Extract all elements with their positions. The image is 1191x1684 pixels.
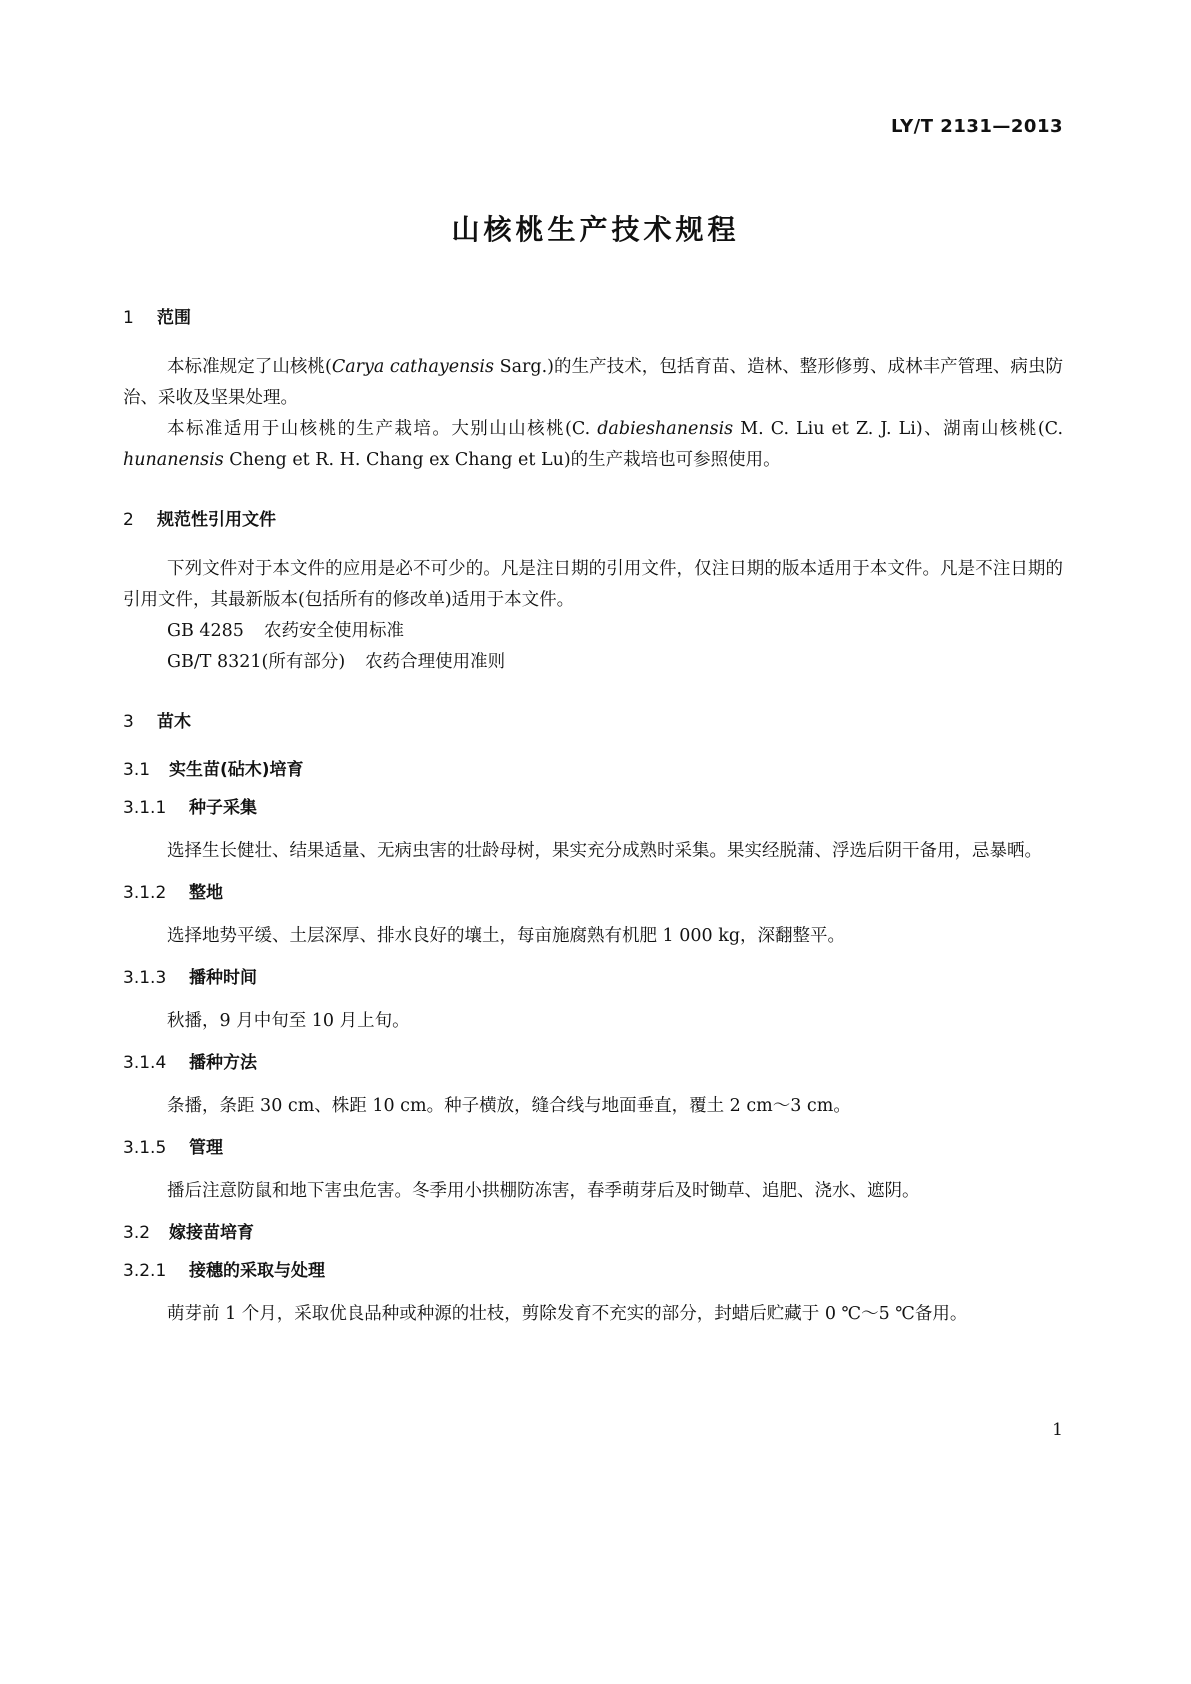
reference-item bbox=[123, 647, 1063, 678]
latin-name: dabieshanensis bbox=[597, 419, 734, 439]
section-title: 嫁接苗培育 bbox=[169, 1223, 254, 1243]
section-title: 管理 bbox=[189, 1138, 223, 1158]
section-title: 规范性引用文件 bbox=[157, 510, 276, 530]
clause-heading bbox=[123, 794, 1063, 822]
section-number: 3.2 bbox=[123, 1223, 151, 1243]
paragraph: 条播，条距 30 cm、株距 10 cm。种子横放，缝合线与地面垂直，覆土 2 cm～3 cm。 bbox=[167, 1096, 851, 1116]
paragraph: 下列文件对于本文件的应用是必不可少的。凡是注日期的引用文件，仅注日期的版本适用于本文件。凡是不注日期的引用文件，其最新版本(包括所有的修改单)适用于本文件。 bbox=[123, 559, 1063, 610]
section-heading-3 bbox=[123, 708, 1063, 736]
section-number: 3 bbox=[123, 712, 134, 732]
reference-name: 农药安全使用标准 bbox=[263, 621, 404, 641]
paragraph: 萌芽前 1 个月，采取优良品种或种源的壮枝，剪除发育不充实的部分，封蜡后贮藏于 0 ℃～5 ℃备用。 bbox=[167, 1304, 968, 1324]
reference-item bbox=[123, 616, 1063, 647]
section-title: 种子采集 bbox=[189, 798, 257, 818]
section-title: 实生苗(砧木)培育 bbox=[169, 760, 304, 780]
paragraph: 选择地势平缓、土层深厚、排水良好的壤土，每亩施腐熟有机肥 1 000 kg，深翻整平。 bbox=[167, 926, 846, 946]
reference-name: 农药合理使用准则 bbox=[365, 652, 506, 672]
page-number: 1 bbox=[1052, 1420, 1063, 1440]
section-number: 3.1.1 bbox=[123, 798, 167, 818]
latin-name: hunanensis bbox=[123, 450, 224, 470]
section-number: 3.1.5 bbox=[123, 1138, 167, 1158]
section-title: 播种时间 bbox=[189, 968, 257, 988]
section-number: 3.1.2 bbox=[123, 883, 167, 903]
section-title: 播种方法 bbox=[189, 1053, 257, 1073]
section-number: 3.1.4 bbox=[123, 1053, 167, 1073]
latin-name: Carya cathayensis bbox=[331, 357, 494, 377]
reference-code: GB/T 8321(所有部分) bbox=[167, 652, 346, 672]
standard-code: LY/T 2131—2013 bbox=[890, 116, 1063, 137]
section-title: 整地 bbox=[189, 883, 223, 903]
clause-heading bbox=[123, 964, 1063, 992]
section-heading-1 bbox=[123, 304, 1063, 332]
reference-code: GB 4285 bbox=[167, 621, 244, 641]
paragraph: 本标准适用于山核桃的生产栽培。大别山山核桃(C. dabieshanensis M. C. Liu et Z. J. Li)、湖南山核桃(C. hunanensis Cheng et R. H. Chang ex Chang et Lu)的生产栽培也可参照使用。 bbox=[123, 419, 1064, 470]
paragraph: 本标准规定了山核桃(Carya cathayensis Sarg.)的生产技术，包括育苗、造林、整形修剪、成林丰产管理、病虫防治、采收及坚果处理。 bbox=[123, 357, 1063, 408]
clause-heading bbox=[123, 1049, 1063, 1077]
subsection-heading bbox=[123, 1219, 1063, 1247]
paragraph: 播后注意防鼠和地下害虫危害。冬季用小拱棚防冻害，春季萌芽后及时锄草、追肥、浇水、遮阴。 bbox=[167, 1181, 920, 1201]
section-number: 3.1.3 bbox=[123, 968, 167, 988]
paragraph: 选择生长健壮、结果适量、无病虫害的壮龄母树，果实充分成熟时采集。果实经脱蒲、浮选后阴干备用，忌暴晒。 bbox=[167, 841, 1042, 861]
clause-heading bbox=[123, 1257, 1063, 1285]
paragraph: 秋播，9 月中旬至 10 月上旬。 bbox=[167, 1011, 410, 1031]
section-title: 苗木 bbox=[157, 712, 191, 732]
section-title: 范围 bbox=[157, 308, 191, 328]
subsection-heading bbox=[123, 756, 1063, 784]
section-number: 1 bbox=[123, 308, 134, 328]
section-number: 3.2.1 bbox=[123, 1261, 167, 1281]
clause-heading bbox=[123, 1134, 1063, 1162]
section-heading-2 bbox=[123, 506, 1063, 534]
document-body bbox=[123, 304, 1063, 1330]
clause-heading bbox=[123, 879, 1063, 907]
section-number: 2 bbox=[123, 510, 134, 530]
document-title: 山核桃生产技术规程 bbox=[451, 213, 740, 246]
section-number: 3.1 bbox=[123, 760, 151, 780]
section-title: 接穗的采取与处理 bbox=[189, 1261, 325, 1281]
